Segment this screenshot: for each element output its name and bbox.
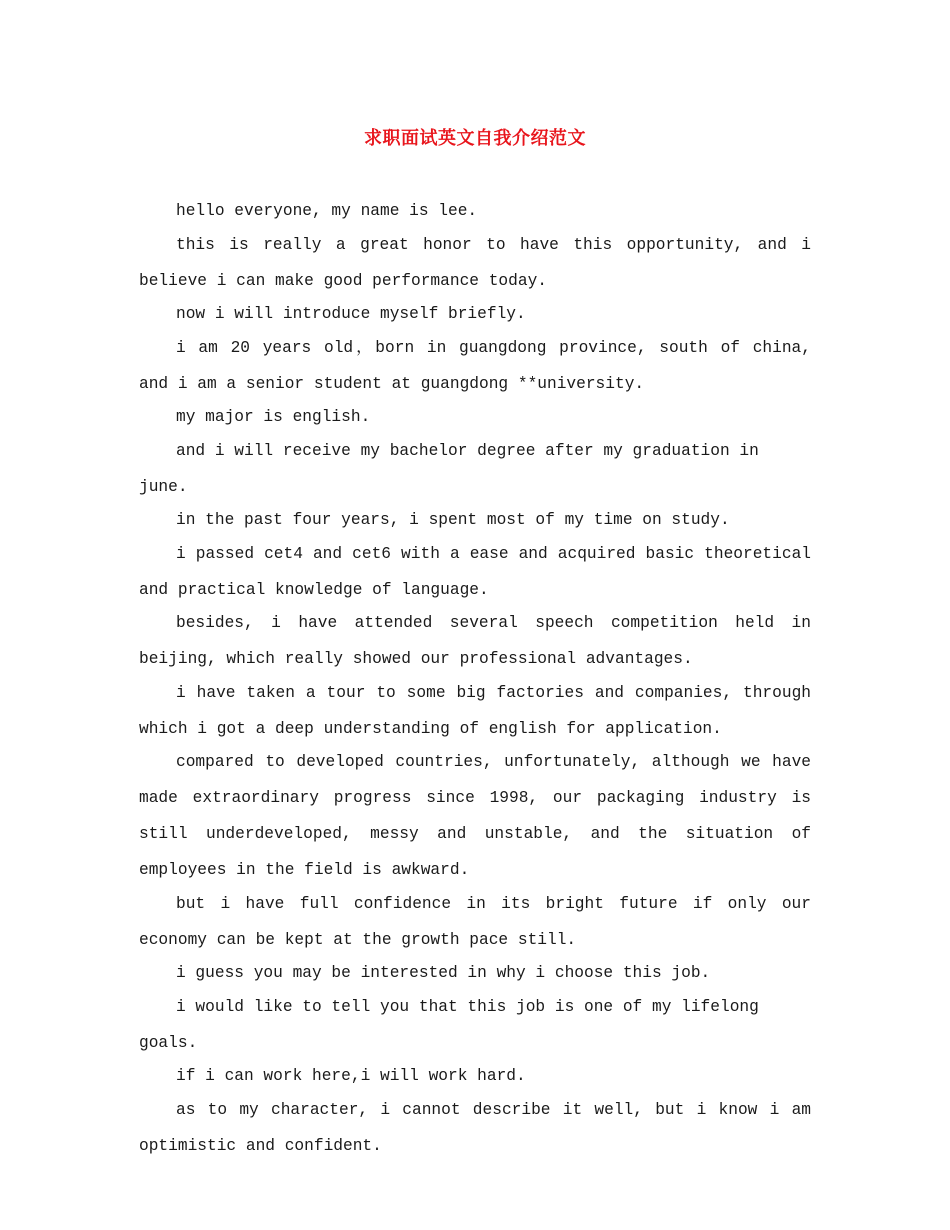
paragraph: as to my character, i cannot describe it well, but i know i am optimistic and confident. (139, 1100, 811, 1155)
paragraph: and i will receive my bachelor degree after my graduation in june. (139, 441, 759, 496)
paragraph: but i have full confidence in its bright future if only our economy can be kept at the growth pace still. (139, 894, 811, 949)
paragraph: if i can work here,i will work hard. (176, 1067, 526, 1085)
document-body (139, 193, 811, 1161)
paragraph: compared to developed countries, unfortunately, although we have made extraordinary progress since 1998, our packaging industry is still underdeveloped, messy and unstable, and the situation of employees in the field is awkward. (139, 753, 811, 879)
paragraph: i passed cet4 and cet6 with a ease and acquired basic theoretical and practical knowledge of language. (139, 544, 811, 599)
paragraph: i guess you may be interested in why i choose this job. (176, 964, 711, 982)
paragraph: i have taken a tour to some big factories and companies, through which i got a deep understanding of english for application. (139, 683, 811, 738)
paragraph: i would like to tell you that this job is one of my lifelong goals. (139, 997, 759, 1052)
paragraph: now i will introduce myself briefly. (176, 305, 526, 323)
paragraph: besides, i have attended several speech competition held in beijing, which really showed our professional advantages. (139, 614, 811, 668)
paragraph: this is really a great honor to have this opportunity, and i believe i can make good performance today. (139, 235, 811, 290)
document-title: 求职面试英文自我介绍范文 (364, 128, 586, 149)
paragraph: my major is english. (176, 408, 371, 426)
paragraph: hello everyone, my name is lee. (176, 202, 478, 220)
paragraph: in the past four years, i spent most of my time on study. (176, 511, 730, 529)
paragraph: i am 20 years old，born in guangdong province, south of china, and i am a senior student at guangdong **university. (139, 338, 811, 393)
